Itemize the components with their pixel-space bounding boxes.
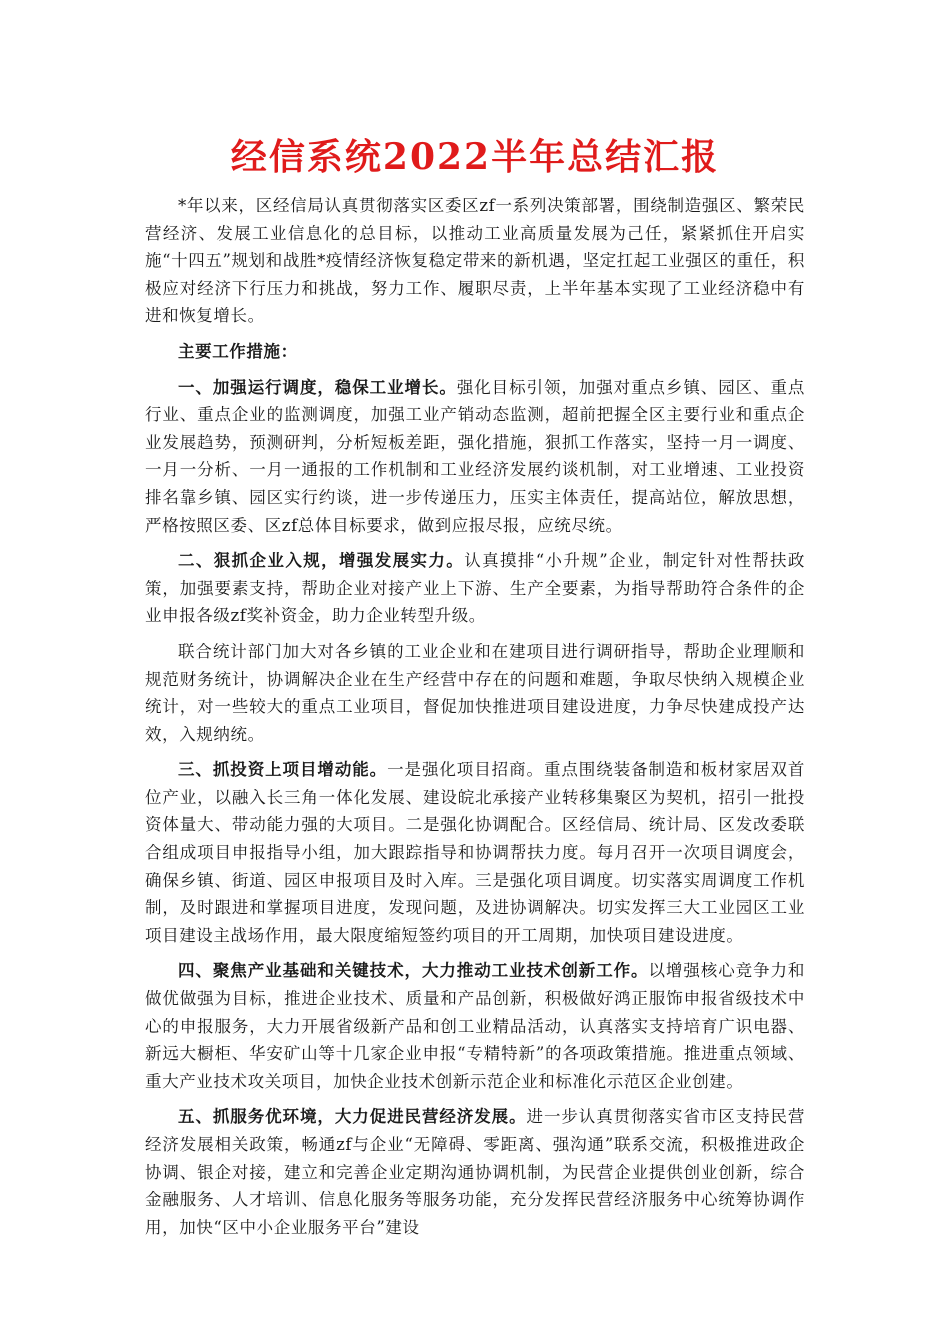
measure-paragraph-2b xyxy=(145,638,805,748)
measure-paragraph-5 xyxy=(145,1103,805,1241)
measure-lead-5: 五、抓服务优环境，大力促进民营经济发展。 xyxy=(178,1107,527,1127)
measure-body-2: 认真摸排“小升规”企业，制定针对性帮扶政策，加强要素支持，帮助企业对接产业上下游、生产全要素，为指导帮助符合条件的企业申报各级zf奖补资金，助力企业转型升级。 xyxy=(145,551,805,626)
measure-lead-3: 三、抓投资上项目增动能。 xyxy=(178,760,388,780)
measure-body-4: 以增强核心竞争力和做优做强为目标，推进企业技术、质量和产品创新，积极做好鸿正服饰申报省级技术中心的申报服务，大力开展省级新产品和创工业精品活动，认真落实支持培育广识电器、新远大橱柜、华安矿山等十几家企业申报“专精特新”的各项政策措施。推进重点领域、重大产业技术攻关项目，加快企业技术创新示范企业和标准化示范区企业创建。 xyxy=(145,961,806,1091)
measure-body-1: 强化目标引领，加强对重点乡镇、园区、重点行业、重点企业的监测调度，加强工业产销动态监测，超前把握全区主要行业和重点企业发展趋势，预测研判，分析短板差距，强化措施，狠抓工作落实，坚持一月一调度、一月一分析、一月一通报的工作机制和工业经济发展约谈机制，对工业增速、工业投资排名靠乡镇、园区实行约谈，进一步传递压力，压实主体责任，提高站位，解放思想，严格按照区委、区zf总体目标要求，做到应报尽报，应统尽统。 xyxy=(145,377,805,535)
intro-paragraph: *年以来，区经信局认真贯彻落实区委区zf一系列决策部署，围绕制造强区、繁荣民营经济、发展工业信息化的总目标，以推动工业高质量发展为己任，紧紧抓住开启实施“十四五”规划和战胜*疫情经济恢复稳定带来的新机遇，坚定扛起工业强区的重任，积极应对经济下行压力和挑战，努力工作、履职尽责，上半年基本实现了工业经济稳中有进和恢复增长。 xyxy=(145,196,805,326)
measure-paragraph-2 xyxy=(145,547,805,630)
measure-lead-1: 一、加强运行调度，稳保工业增长。 xyxy=(178,377,457,397)
section-heading: 主要工作措施： xyxy=(178,341,298,361)
measure-lead-4: 四、聚焦产业基础和关键技术，大力推动工业技术创新工作。 xyxy=(178,961,649,981)
measure-paragraph-1 xyxy=(145,374,805,540)
measure-lead-2: 二、狠抓企业入规，增强发展实力。 xyxy=(178,551,465,571)
measure-body-3: 一是强化项目招商。重点围绕装备制造和板材家居双首位产业，以融入长三角一体化发展、建设皖北承接产业转移集聚区为契机，招引一批投资体量大、带动能力强的大项目。二是强化协调配合。区经信局、统计局、区发改委联合组成项目申报指导小组，加大跟踪指导和协调帮扶力度。每月召开一次项目调度会，确保乡镇、街道、园区申报项目及时入库。三是强化项目调度。切实落实周调度工作机制，及时跟进和掌握项目进度，发现问题，及进协调解决。切实发挥三大工业园区工业项目建设主战场作用，最大限度缩短签约项目的开工周期，加快项目建设进度。 xyxy=(145,760,805,945)
measure-paragraph-3 xyxy=(145,756,805,949)
document-title: 经信系统2022半年总结汇报 xyxy=(230,136,720,178)
measure-body-2b: 联合统计部门加大对各乡镇的工业企业和在建项目进行调研指导，帮助企业理顺和规范财务统计，协调解决企业在生产经营中存在的问题和难题，争取尽快纳入规模企业统计，对一些较大的重点工业项目，督促加快推进项目建设进度，力争尽快建成投产达效，入规纳统。 xyxy=(145,641,805,744)
measure-body-5: 进一步认真贯彻落实省市区支持民营经济发展相关政策，畅通zf与企业“无障碍、零距离、强沟通”联系交流，积极推进政企协调、银企对接，建立和完善企业定期沟通协调机制，为民营企业提供创业创新，综合金融服务、人才培训、信息化服务等服务功能，充分发挥民营经济服务中心统筹协调作用，加快“区中小企业服务平台”建设 xyxy=(145,1107,805,1237)
measure-paragraph-4 xyxy=(145,957,805,1095)
document-page xyxy=(145,132,805,1249)
